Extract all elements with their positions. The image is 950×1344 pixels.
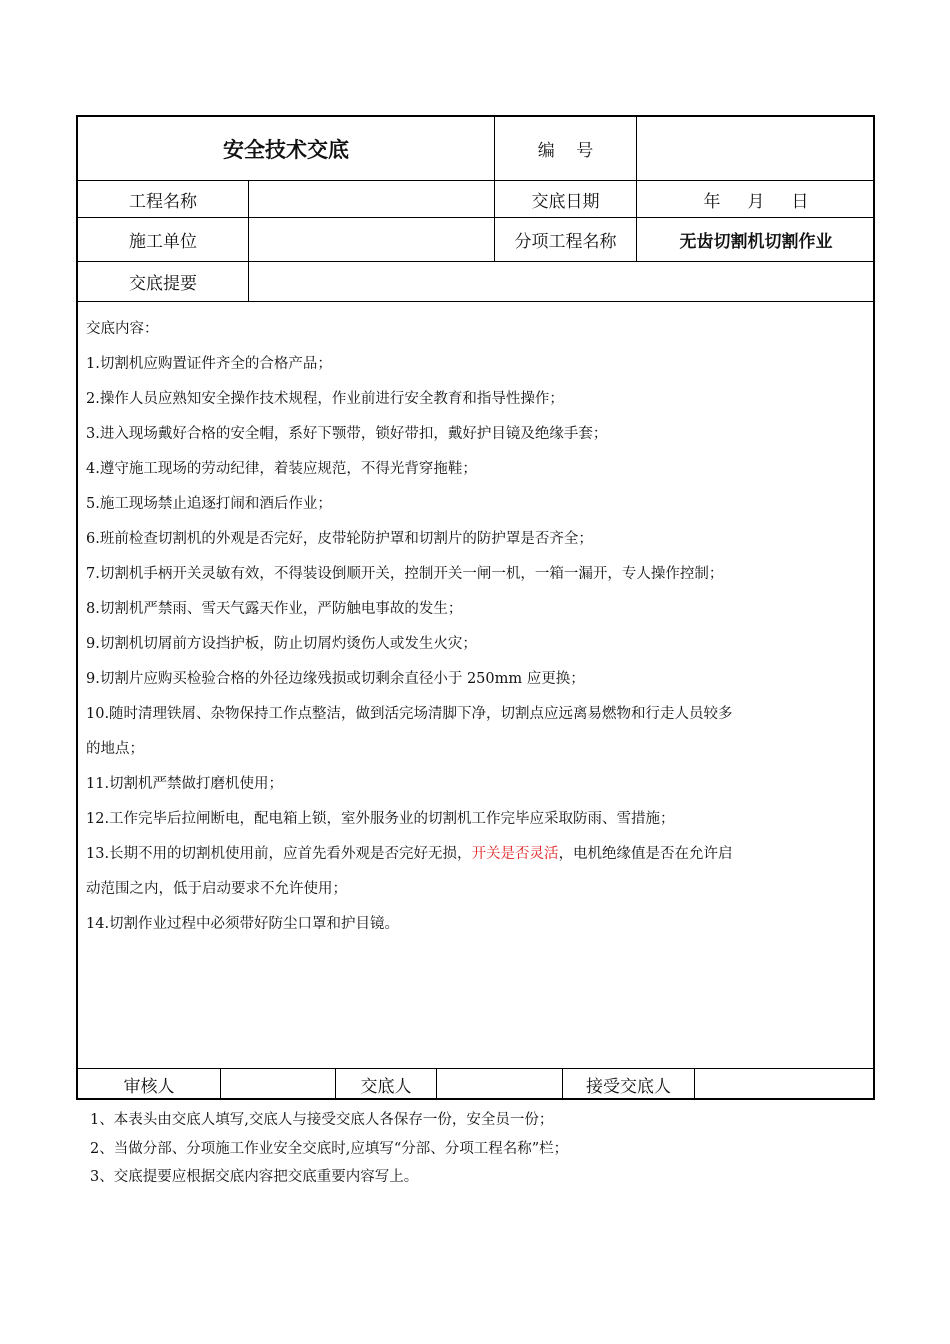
content-item-13-post: ，电机绝缘值是否在允许启 (558, 846, 733, 862)
form-notes (90, 1106, 568, 1192)
content-item: 5.施工现场禁止追逐打闹和酒后作业； (86, 496, 332, 512)
summary-label: 交底提要 (129, 274, 197, 294)
safety-disclosure-form (76, 115, 875, 1100)
content-item-13 (86, 837, 871, 872)
project-name-label: 工程名称 (129, 191, 197, 212)
sub-project-field[interactable]: 无齿切割机切割作业 (679, 232, 833, 252)
sub-project-label: 分项工程名称 (514, 232, 617, 252)
content-item: 3.进入现场戴好合格的安全帽，系好下颚带，锁好带扣，戴好护目镜及绝缘手套； (86, 426, 608, 442)
project-name-field[interactable] (249, 181, 494, 217)
construction-unit-field[interactable] (249, 218, 494, 261)
content-heading: 交底内容： (86, 321, 159, 337)
note-item: 2、当做分部、分项施工作业安全交底时,应填写“分部、分项工程名称”栏； (90, 1140, 569, 1157)
date-label: 交底日期 (531, 191, 600, 212)
content-area (78, 302, 875, 1068)
content-item: 12.工作完毕后拉闸断电，配电箱上锁，室外服务业的切割机工作完毕应采取防雨、雪措施； (86, 811, 675, 827)
reviewer-field[interactable] (221, 1069, 335, 1100)
construction-unit-label: 施工单位 (129, 232, 197, 252)
content-item-13-pre: 13.长期不用的切割机使用前，应首先看外观是否完好无损， (86, 846, 472, 862)
summary-field[interactable] (249, 262, 875, 301)
receiver-field[interactable] (695, 1069, 875, 1100)
content-item: 1.切割机应购置证件齐全的合格产品； (86, 356, 332, 372)
content-item: 2.操作人员应熟知安全操作技术规程，作业前进行安全教育和指导性操作； (86, 391, 564, 407)
discloser-label: 交底人 (360, 1077, 412, 1097)
date-field[interactable]: 年 月 日 (703, 191, 809, 212)
content-item-14: 14.切割作业过程中必须带好防尘口罩和护目镜。 (86, 916, 400, 932)
content-item: 7.切割机手柄开关灵敏有效，不得装设倒顺开关，控制开关一闸一机，一箱一漏开，专人操作控制； (86, 566, 724, 582)
note-item: 3、交底提要应根据交底内容把交底重要内容写上。 (90, 1169, 419, 1185)
content-item: 11.切割机严禁做打磨机使用； (86, 776, 284, 792)
reviewer-label: 审核人 (123, 1077, 175, 1097)
content-item: 4.遵守施工现场的劳动纪律，着装应规范，不得光背穿拖鞋； (86, 461, 477, 477)
highlighted-text: 开关是否灵活 (471, 846, 559, 862)
discloser-field[interactable] (437, 1069, 562, 1100)
content-item: 9.切割机切屑前方设挡护板，防止切屑灼烫伤人或发生火灾； (86, 636, 477, 652)
content-item: 8.切割机严禁雨、雪天气露天作业，严防触电事故的发生； (86, 601, 463, 617)
number-field[interactable] (637, 117, 875, 180)
disclosure-content (86, 312, 871, 942)
number-label: 编 号 (537, 141, 594, 161)
content-item-13-cont: 动范围之内，低于启动要求不允许使用； (86, 881, 347, 897)
note-item: 1、本表头由交底人填写,交底人与接受交底人各保存一份，安全员一份； (90, 1112, 554, 1128)
content-item: 的地点； (86, 741, 144, 757)
receiver-label: 接受交底人 (586, 1077, 671, 1097)
content-item: 6.班前检查切割机的外观是否完好，皮带轮防护罩和切割片的防护罩是否齐全； (86, 531, 593, 547)
form-title: 安全技术交底 (223, 136, 349, 162)
content-item: 9.切割片应购买检验合格的外径边缘残损或切剩余直径小于 250mm 应更换； (86, 671, 585, 687)
content-item: 10.随时清理铁屑、杂物保持工作点整洁，做到活完场清脚下净，切割点应远离易燃物和行走人员较多 (86, 706, 733, 722)
